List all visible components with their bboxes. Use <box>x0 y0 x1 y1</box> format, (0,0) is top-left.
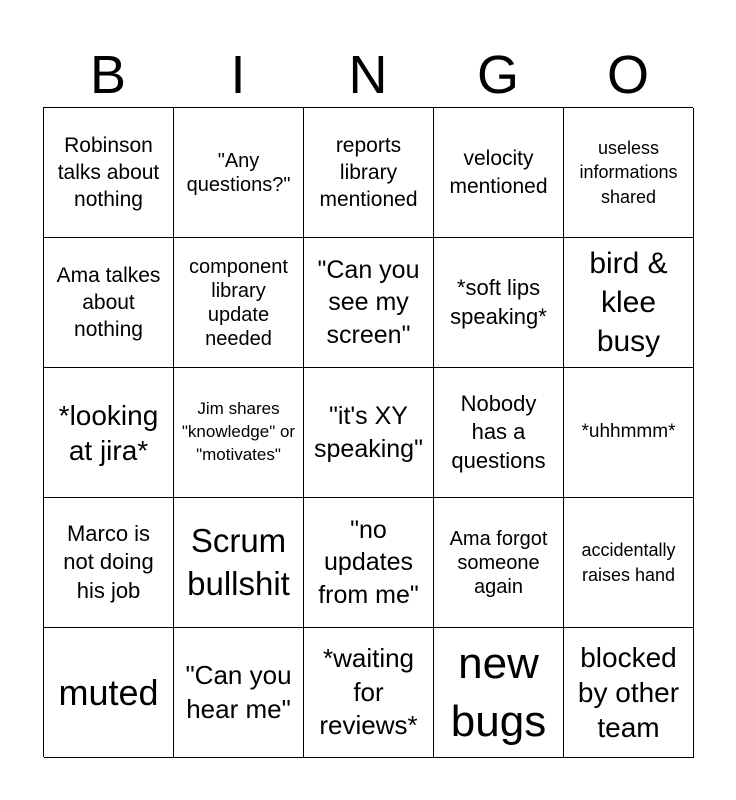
bingo-cell-text: "no updates from me" <box>318 515 419 609</box>
bingo-board <box>43 107 693 757</box>
bingo-cell-r4-c2[interactable] <box>304 628 434 758</box>
bingo-cell-text: Jim shares "knowledge" or "motivates" <box>181 399 296 464</box>
bingo-cell-r2-c4[interactable] <box>564 368 694 498</box>
bingo-cell-r4-c3[interactable] <box>434 628 564 758</box>
bingo-cell-r2-c2[interactable] <box>304 368 434 498</box>
bingo-cell-r0-c4[interactable] <box>564 108 694 238</box>
bingo-cell-text: new bugs <box>450 639 547 746</box>
bingo-cell-text: bird & klee busy <box>589 247 668 358</box>
bingo-cell-text: muted <box>58 671 159 713</box>
bingo-cell-r0-c2[interactable] <box>304 108 434 238</box>
bingo-cell-r3-c2[interactable] <box>304 498 434 628</box>
bingo-cell-r1-c3[interactable] <box>434 238 564 368</box>
bingo-cell-r1-c2[interactable] <box>304 238 434 368</box>
bingo-header <box>43 44 693 106</box>
bingo-cell-r1-c1[interactable] <box>174 238 304 368</box>
bingo-cell-r0-c3[interactable] <box>434 108 564 238</box>
bingo-cell-text: "Can you see my screen" <box>317 255 420 349</box>
bingo-cell-r3-c3[interactable] <box>434 498 564 628</box>
bingo-cell-text: accidentally raises hand <box>581 540 676 585</box>
bingo-cell-r1-c0[interactable] <box>44 238 174 368</box>
bingo-cell-text: *looking at jira* <box>58 399 159 466</box>
bingo-cell-r0-c1[interactable] <box>174 108 304 238</box>
bingo-cell-text: Robinson talks about nothing <box>57 133 160 212</box>
bingo-cell-r4-c0[interactable] <box>44 628 174 758</box>
bingo-cell-r4-c1[interactable] <box>174 628 304 758</box>
bingo-cell-text: reports library mentioned <box>319 133 418 212</box>
bingo-cell-text: *waiting for reviews* <box>319 642 418 741</box>
bingo-cell-r0-c0[interactable] <box>44 108 174 238</box>
bingo-cell-r2-c0[interactable] <box>44 368 174 498</box>
bingo-cell-text: Scrum bullshit <box>187 521 290 602</box>
bingo-cell-r2-c3[interactable] <box>434 368 564 498</box>
header-letter-o: O <box>606 45 649 105</box>
bingo-cell-text: "Can you hear me" <box>185 659 292 724</box>
bingo-cell-r1-c4[interactable] <box>564 238 694 368</box>
bingo-cell-text: component library update needed <box>189 255 288 350</box>
bingo-cell-r3-c0[interactable] <box>44 498 174 628</box>
header-letter-g: G <box>476 45 519 105</box>
bingo-cell-text: Ama talkes about nothing <box>56 263 161 342</box>
bingo-cell-text: Marco is not doing his job <box>63 520 154 603</box>
bingo-cell-r4-c4[interactable] <box>564 628 694 758</box>
bingo-cell-text: *uhhmmm* <box>581 421 676 443</box>
bingo-cell-text: velocity mentioned <box>449 147 548 198</box>
bingo-cell-text: "it's XY speaking" <box>314 402 423 463</box>
bingo-cell-text: blocked by other team <box>577 642 680 743</box>
bingo-cell-r3-c1[interactable] <box>174 498 304 628</box>
bingo-cell-text: Ama forgot someone again <box>449 527 548 598</box>
header-letter-n: N <box>348 45 388 105</box>
bingo-cell-text: *soft lips speaking* <box>450 274 547 329</box>
bingo-cell-r3-c4[interactable] <box>564 498 694 628</box>
bingo-cell-text: useless informations shared <box>579 138 678 207</box>
header-letter-i: I <box>230 45 246 105</box>
bingo-cell-r2-c1[interactable] <box>174 368 304 498</box>
header-letter-b: B <box>89 45 127 105</box>
bingo-cell-text: "Any questions?" <box>186 149 291 196</box>
bingo-cell-text: Nobody has a questions <box>451 390 546 473</box>
